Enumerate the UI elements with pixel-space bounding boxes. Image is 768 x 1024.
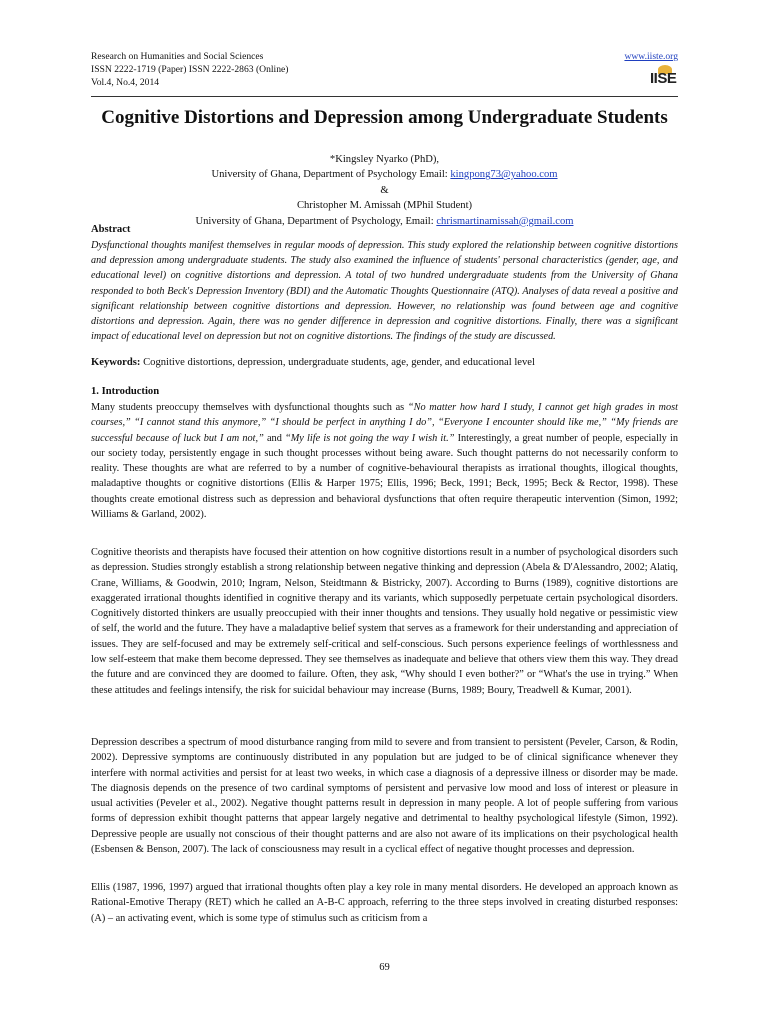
journal-name: Research on Humanities and Social Sciences <box>91 51 264 62</box>
header-rule <box>91 96 678 97</box>
intro-paragraph-3: Depression describes a spectrum of mood disturbance ranging from mild to severe and from transient to persistent (Peveler, Carson, & Rodin, 2002). Depressive symptoms are continuously distributed in any population but are judged to be of clinical significance whenever they interfere with normal activities and persist for at least two weeks, in which case a diagnosis of a depressive illness or disorder may be made. The diagnosis depends on the presence of two cardinal symptoms of persistent and pervasive low mood and loss of interest or pleasure in usual activities (Peveler et al., 2002). Negative thought patterns result in depression in many people. A lot of people suffering from various forms of depression exhibit thought patterns that appear largely negative and detrimental to healthy psychological lifestyle (Simon, 1992). Depressive people are usually not conscious of their thought patterns and are also not aware of its implications on their psychological health (Esbensen & Benson, 2007). The lack of consciousness may result in a cyclical effect of negative thought processes and depression. <box>91 737 678 856</box>
author-2-name: Christopher M. Amissah (MPhil Student) <box>296 200 473 212</box>
author-1-email-link[interactable]: kingpong73@yahoo.com <box>450 169 558 181</box>
journal-url-link[interactable]: www.iiste.org <box>624 51 678 62</box>
keywords-text: Cognitive distortions, depression, undergraduate students, age, gender, and educational level <box>140 357 535 368</box>
paper-page <box>91 0 678 1024</box>
intro-p1-quotes: “No matter how hard I study, I cannot get high grades in most courses,” “I cannot stand this anymore,” “I should be perfect in anything I do”, “Everyone I encounter should like me,” “My friends are successful because of luck but I am not,” <box>91 402 678 444</box>
paper-title: Cognitive Distortions and Depression among Undergraduate Students <box>101 107 668 128</box>
intro-p1-and: and <box>263 432 285 444</box>
author-1-name: *Kingsley Nyarko (PhD), <box>329 154 440 165</box>
logo-text: IISE <box>650 70 677 87</box>
author-separator: & <box>380 184 389 196</box>
section-heading-introduction: 1. Introduction <box>91 386 160 397</box>
author-1-affiliation <box>91 167 678 182</box>
intro-p1-rest: Interestingly, a great number of people, especially in our society today, persistently engage in such thought processes without being aware. Such thought patterns do not necessarily conform to reality. These thoughts are what are referred to by a number of cognitive-behavioural therapists as irrational thoughts, illogical thoughts, maladaptive thoughts or cognitive distortions (Ellis & Harper 1975; Ellis, 1996; Beck, 1991; Beck, 1995; Beck & Rector, 1998). These thoughts create emotional distress such as depression and behavioral dysfunctions that often require therapeutic intervention (Simon, 1992; Williams & Garland, 2002). <box>91 432 678 521</box>
author-block <box>91 152 678 229</box>
iiste-logo <box>650 65 678 89</box>
abstract-text: Dysfunctional thoughts manifest themselves in regular moods of depression. This study explored the relationship between cognitive distortions and depression among undergraduate students. The study also examined the influence of students' personal characteristics (gender, age, and educational level) on cognitive distortions and depression. A total of two hundred undergraduate students from the University of Ghana responded to both Beck's Depression Inventory (BDI) and the Automatic Thoughts Questionnaire (ATQ). Analyses of data reveal a positive and significant relationship between cognitive distortions and depression. However, no relationship was found between age and cognitive distortions and depression. Again, there was no gender difference in depression and cognitive distortions. Finally, there was a significant impact of educational level on depression but not on cognitive distortions. The findings of the study are discussed. <box>91 240 678 343</box>
intro-paragraph-1 <box>91 400 678 522</box>
page-number: 69 <box>379 962 390 973</box>
abstract-heading: Abstract <box>91 224 131 235</box>
intro-paragraph-2: Cognitive theorists and therapists have focused their attention on how cognitive distortions result in a number of psychological disorders such as depression. Studies strongly establish a strong relationship between negative thinking and depression (Abela & D'Alessandro, 2002; Alatiq, Crane, Williams, & Goodwin, 2010; Ingram, Nelson, Steidtmann & Bistricky, 2007). According to Burns (1989), cognitive distortions are exaggerated irrational thoughts identified in cognitive therapy and its variants, which supposedly perpetuate certain psychological disorders. Cognitively distorted thinkers are usually preoccupied with their inner thoughts and tensions. They usually hold negative or pessimistic view of self, the world and the future. They have a maladaptive belief system that serves as a framework for their understanding and appreciation of issues. They are self-focused and may be extremely self-critical and self-conscious. Such persons experience feelings of worthlessness and low self-esteem that make them become depressed. They see themselves as inadequate and believe that others view them this way. They dread the future and are convinced they are doomed to failure. Often, they ask, “Why should I even bother?” or “What's the use in trying.” When these attitudes and feelings intensify, the risk for suicidal behaviour may increase (Burns, 1989; Boury, Treadwell & Kumar, 2001). <box>91 547 678 696</box>
author-2-affiliation-text: University of Ghana, Department of Psychology, Email: <box>195 215 437 227</box>
issn-line: ISSN 2222-1719 (Paper) ISSN 2222-2863 (Online) <box>91 64 289 75</box>
intro-p1-quote-last: “My life is not going the way I wish it.” <box>285 432 455 444</box>
volume-line: Vol.4, No.4, 2014 <box>91 77 160 88</box>
intro-paragraph-4: Ellis (1987, 1996, 1997) argued that irrational thoughts often play a key role in many mental disorders. He developed an approach known as Rational-Emotive Therapy (RET) which he called an A-B-C approach, referring to the three steps involved in creating disturbed responses: (A) – an activating event, which is some type of stimulus such as criticism from a <box>91 882 678 924</box>
keywords-line <box>91 355 678 370</box>
author-2-email-link[interactable]: chrismartinamissah@gmail.com <box>436 215 574 227</box>
running-header <box>91 50 678 95</box>
keywords-label: Keywords: <box>91 357 141 368</box>
intro-p1-lead: Many students preoccupy themselves with dysfunctional thoughts such as <box>91 402 408 413</box>
author-2-affiliation <box>91 214 678 229</box>
author-1-affiliation-text: University of Ghana, Department of Psychology Email: <box>211 169 451 181</box>
